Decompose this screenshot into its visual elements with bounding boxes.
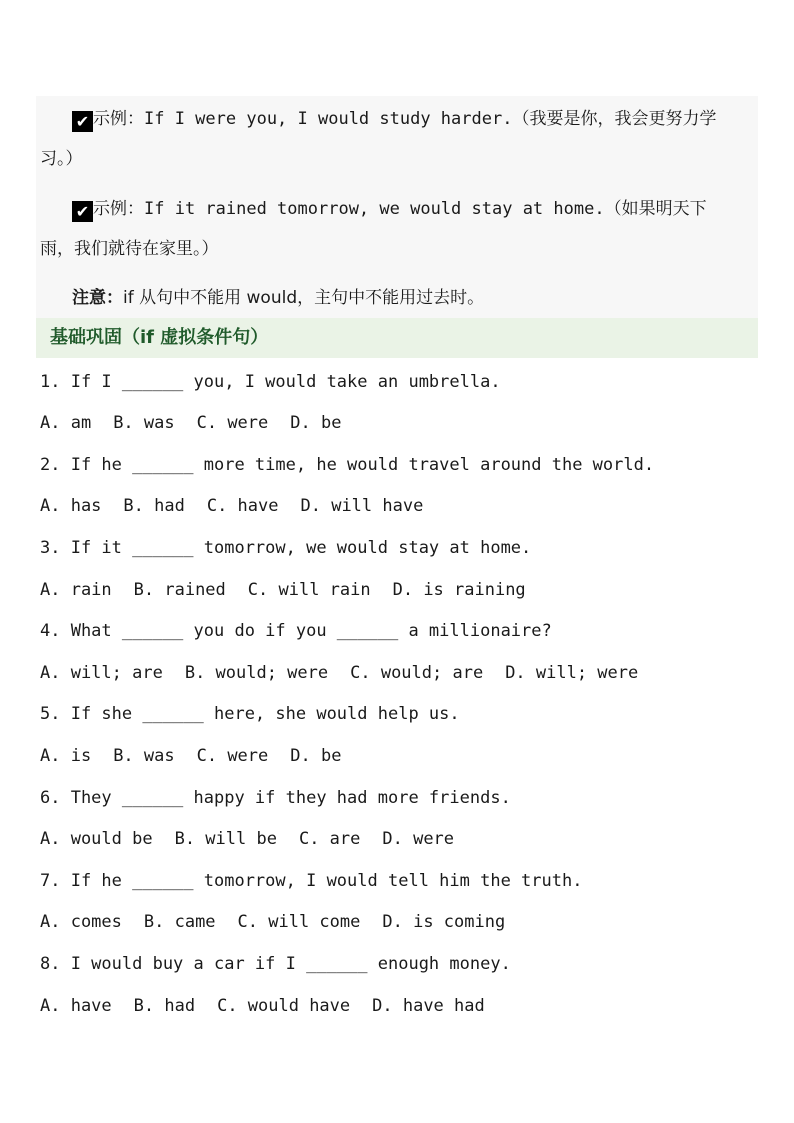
option: B. was bbox=[113, 746, 175, 766]
option: B. will be bbox=[174, 829, 277, 849]
option: A. rain bbox=[40, 580, 112, 600]
note-text: if 从句中不能用 would，主句中不能用过去时。 bbox=[123, 288, 485, 308]
question-text: 7. If he ______ tomorrow, I would tell him the truth. bbox=[40, 871, 583, 891]
option: C. have bbox=[206, 496, 279, 516]
option: A. is bbox=[40, 746, 92, 766]
option: B. rained bbox=[133, 580, 226, 600]
option: B. was bbox=[113, 413, 175, 433]
checkmark-icon: ✔ bbox=[72, 111, 93, 132]
question-text: 3. If it ______ tomorrow, we would stay at home. bbox=[40, 538, 532, 558]
question-options bbox=[40, 828, 476, 850]
option: C. will come bbox=[237, 912, 361, 932]
option: C. would; are bbox=[350, 663, 484, 683]
option: C. were bbox=[196, 746, 269, 766]
note-line bbox=[72, 287, 484, 309]
question-options bbox=[40, 911, 527, 933]
question-options bbox=[40, 745, 363, 767]
option: A. would be bbox=[40, 829, 153, 849]
example-continuation: 雨，我们就待在家里。） bbox=[40, 239, 219, 259]
option: C. would have bbox=[217, 996, 351, 1016]
option: B. would; were bbox=[184, 663, 329, 683]
example-line bbox=[72, 108, 716, 132]
question-options bbox=[40, 495, 445, 517]
option: A. has bbox=[40, 496, 102, 516]
option: A. am bbox=[40, 413, 92, 433]
question-options bbox=[40, 579, 548, 601]
example-text: If it rained tomorrow, we would stay at home.（如果明天下 bbox=[144, 199, 707, 219]
option: D. will; were bbox=[505, 663, 639, 683]
question-text: 2. If he ______ more time, he would travel around the world. bbox=[40, 455, 655, 475]
example-text: If I were you, I would study harder.（我要是你，我会更努力学 bbox=[144, 109, 717, 129]
option: B. came bbox=[143, 912, 216, 932]
question-text: 4. What ______ you do if you ______ a millionaire? bbox=[40, 621, 552, 641]
question-options bbox=[40, 412, 363, 434]
option: A. will; are bbox=[40, 663, 163, 683]
question-text: 8. I would buy a car if I ______ enough money. bbox=[40, 954, 511, 974]
option: B. had bbox=[123, 496, 185, 516]
example-prefix: 示例： bbox=[93, 109, 144, 129]
option: D. be bbox=[290, 746, 342, 766]
question-text: 5. If she ______ here, she would help us. bbox=[40, 704, 460, 724]
option: D. is coming bbox=[382, 912, 506, 932]
example-prefix: 示例： bbox=[93, 199, 144, 219]
example-continuation: 习。） bbox=[40, 149, 83, 169]
option: A. comes bbox=[40, 912, 122, 932]
section-title: 基础巩固（if 虚拟条件句） bbox=[50, 327, 269, 348]
checkmark-icon: ✔ bbox=[72, 201, 93, 222]
note-label: 注意： bbox=[72, 288, 123, 308]
option: C. are bbox=[298, 829, 361, 849]
option: D. is raining bbox=[392, 580, 526, 600]
option: D. will have bbox=[300, 496, 424, 516]
option: D. were bbox=[382, 829, 455, 849]
option: D. be bbox=[290, 413, 342, 433]
option: C. were bbox=[196, 413, 269, 433]
example-line bbox=[72, 198, 707, 222]
option: B. had bbox=[133, 996, 196, 1016]
question-text: 6. They ______ happy if they had more friends. bbox=[40, 788, 511, 808]
option: C. will rain bbox=[247, 580, 371, 600]
option: D. have had bbox=[372, 996, 485, 1016]
option: A. have bbox=[40, 996, 112, 1016]
question-text: 1. If I ______ you, I would take an umbrella. bbox=[40, 372, 501, 392]
question-options bbox=[40, 662, 660, 684]
question-options bbox=[40, 995, 507, 1017]
